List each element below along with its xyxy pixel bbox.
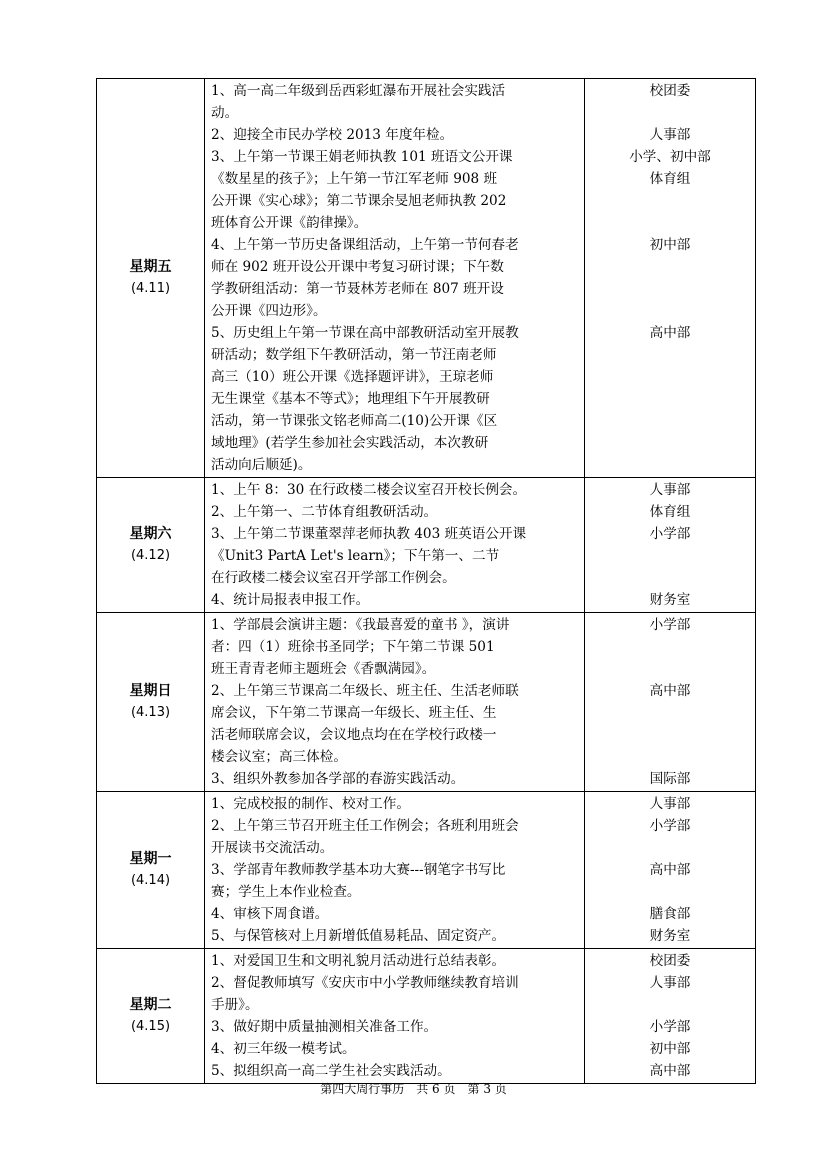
item-line: 4、审核下周食谱。 [211,906,329,922]
day-date: (4.14) [130,873,171,888]
dept-line [585,702,755,724]
day-date: (4.13) [130,705,171,720]
items-cell [205,613,585,792]
dept-cell [585,792,756,949]
dept-line: 小学部 [649,617,691,633]
dept-line [585,432,755,454]
dept-line [585,881,755,903]
item-line: 2、上午第一、二节体育组教研活动。 [211,504,438,520]
dept-line: 小学部 [649,1019,691,1035]
dept-line: 小学、初中部 [629,149,711,165]
day-date: (4.12) [130,548,171,563]
item-line: 2、上午第三节课高二年级长、班主任、生活老师联 [211,683,519,699]
item-line: 活老师联席会议，会议地点均在在学校行政楼一 [211,727,497,743]
item-line: 3、上午第一节课王娟老师执教 101 班语文公开课 [211,149,513,165]
item-line: 4、上午第一节历史备课组活动，上午第一节何春老 [211,237,519,253]
dept-line: 小学部 [649,526,691,542]
dept-line [585,278,755,300]
item-line: 活动，第一节课张文铭老师高二(10)公开课《区 [211,413,498,429]
item-line: 《Unit3 PartA Let's learn》；下午第一、二节 [211,548,500,564]
dept-line [585,994,755,1016]
item-line: 1、完成校报的制作、校对工作。 [211,796,410,812]
dept-line: 膳食部 [649,906,691,922]
dept-line: 高中部 [649,862,691,878]
item-line: 班体育公开课《韵律操》。 [211,215,368,231]
day-row [97,478,756,613]
day-cell [97,79,205,478]
dept-line: 高中部 [649,683,691,699]
dept-line [585,190,755,212]
item-line: 公开课《实心球》；第二节课余旻旭老师执教 202 [211,193,507,209]
dept-line: 人事部 [649,796,691,812]
dept-cell [585,478,756,613]
day-cell [97,792,205,949]
day-row [97,613,756,792]
item-line: 2、迎接全市民办学校 2013 年度年检。 [211,127,454,143]
dept-line [585,636,755,658]
item-line: 3、做好期中质量抽测相关准备工作。 [211,1019,438,1035]
dept-line: 人事部 [649,127,691,143]
dept-line [585,388,755,410]
item-line: 活动向后顺延)。 [211,457,312,473]
footer-total-pages: 共 6 页 [416,1082,456,1096]
dept-line: 国际部 [649,771,691,787]
dept-line [585,545,755,567]
day-date: (4.15) [130,1019,171,1034]
dept-line: 人事部 [649,482,691,498]
item-line: 5、拟组织高一高二学生社会实践活动。 [211,1063,451,1079]
day-cell [97,613,205,792]
items-cell [205,79,585,478]
items-cell [205,478,585,613]
item-line: 席会议，下午第二节课高一年级长、班主任、生 [211,705,497,721]
items-cell [205,792,585,949]
item-line: 公开课《四边形》。 [211,303,327,319]
item-line: 1、学部晨会演讲主题：《我最喜爱的童书 》，演讲 [211,617,510,633]
dept-line: 财务室 [649,928,691,944]
footer-page-number: 第 3 页 [467,1082,507,1096]
dept-cell [585,613,756,792]
day-cell [97,478,205,613]
item-line: 《数星星的孩子》；上午第一节江军老师 908 班 [211,171,498,187]
dept-line: 体育组 [649,171,691,187]
dept-line [585,454,755,476]
day-cell [97,949,205,1084]
dept-line [585,837,755,859]
item-line: 3、上午第二节课董翠萍老师执教 403 班英语公开课 [211,526,527,542]
dept-line: 体育组 [649,504,691,520]
day-name: 星期六 [129,526,172,542]
item-line: 赛；学生上本作业检查。 [211,884,361,900]
dept-line [585,724,755,746]
item-line: 5、历史组上午第一节课在高中部教研活动室开展教 [211,325,519,341]
day-row [97,792,756,949]
dept-line: 高中部 [649,1063,691,1079]
items-cell [205,949,585,1084]
dept-line [585,658,755,680]
item-line: 在行政楼二楼会议室召开学部工作例会。 [211,570,456,586]
item-line: 1、高一高二年级到岳西彩虹瀑布开展社会实践活 [211,83,506,99]
item-line: 手册》。 [211,997,259,1013]
item-line: 1、上午 8：30 在行政楼二楼会议室召开校长例会。 [211,482,527,498]
item-line: 4、初三年级一模考试。 [211,1041,356,1057]
item-line: 学教研组活动：第一节聂林芳老师在 807 班开设 [211,281,504,297]
day-name: 星期一 [129,851,172,867]
dept-line [585,567,755,589]
dept-line [585,746,755,768]
item-line: 无生课堂《基本不等式》；地理组下午开展教研 [211,391,490,407]
item-line: 楼会议室；高三体检。 [211,749,347,765]
day-row [97,949,756,1084]
dept-line: 高中部 [649,325,691,341]
dept-line: 校团委 [649,83,691,99]
footer-title: 第四大周行事历 [320,1082,405,1096]
item-line: 1、对爱国卫生和文明礼貌月活动进行总结表彰。 [211,953,506,969]
item-line: 动。 [211,105,239,121]
page-footer [0,1080,827,1097]
item-line: 开展读书交流活动。 [211,840,334,856]
day-name: 星期日 [129,683,172,699]
dept-line [585,212,755,234]
dept-line: 初中部 [649,237,691,253]
item-line: 高三（10）班公开课《选择题评讲》，王琼老师 [211,369,494,385]
dept-line: 小学部 [649,818,691,834]
item-line: 师在 902 班开设公开课中考复习研讨课；下午数 [211,259,504,275]
dept-line [585,344,755,366]
item-line: 2、上午第三节召开班主任工作例会；各班利用班会 [211,818,519,834]
day-date: (4.11) [130,281,171,296]
day-row [97,79,756,478]
dept-line [585,300,755,322]
dept-cell [585,949,756,1084]
dept-line: 财务室 [649,592,691,608]
dept-line [585,410,755,432]
item-line: 班王青青老师主题班会《香飘满园》。 [211,661,436,677]
dept-cell [585,79,756,478]
dept-line: 校团委 [649,953,691,969]
day-name: 星期二 [129,997,172,1013]
item-line: 2、督促教师填写《安庆市中小学教师继续教育培训 [211,975,519,991]
item-line: 者：四（1）班徐书圣同学；下午第二节课 501 [211,639,495,655]
dept-line: 初中部 [649,1041,691,1057]
dept-line [585,102,755,124]
item-line: 4、统计局报表申报工作。 [211,592,370,608]
item-line: 域地理》(若学生参加社会实践活动，本次教研 [211,435,489,451]
dept-line [585,366,755,388]
item-line: 5、与保管核对上月新增低值易耗品、固定资产。 [211,928,506,944]
item-line: 研活动；数学组下午教研活动，第一节汪南老师 [211,347,497,363]
dept-line: 人事部 [649,975,691,991]
item-line: 3、组织外教参加各学部的春游实践活动。 [211,771,465,787]
item-line: 3、学部青年教师教学基本功大赛---钢笔字书写比 [211,862,506,878]
schedule-table [96,78,756,1084]
day-name: 星期五 [129,259,172,275]
dept-line [585,256,755,278]
